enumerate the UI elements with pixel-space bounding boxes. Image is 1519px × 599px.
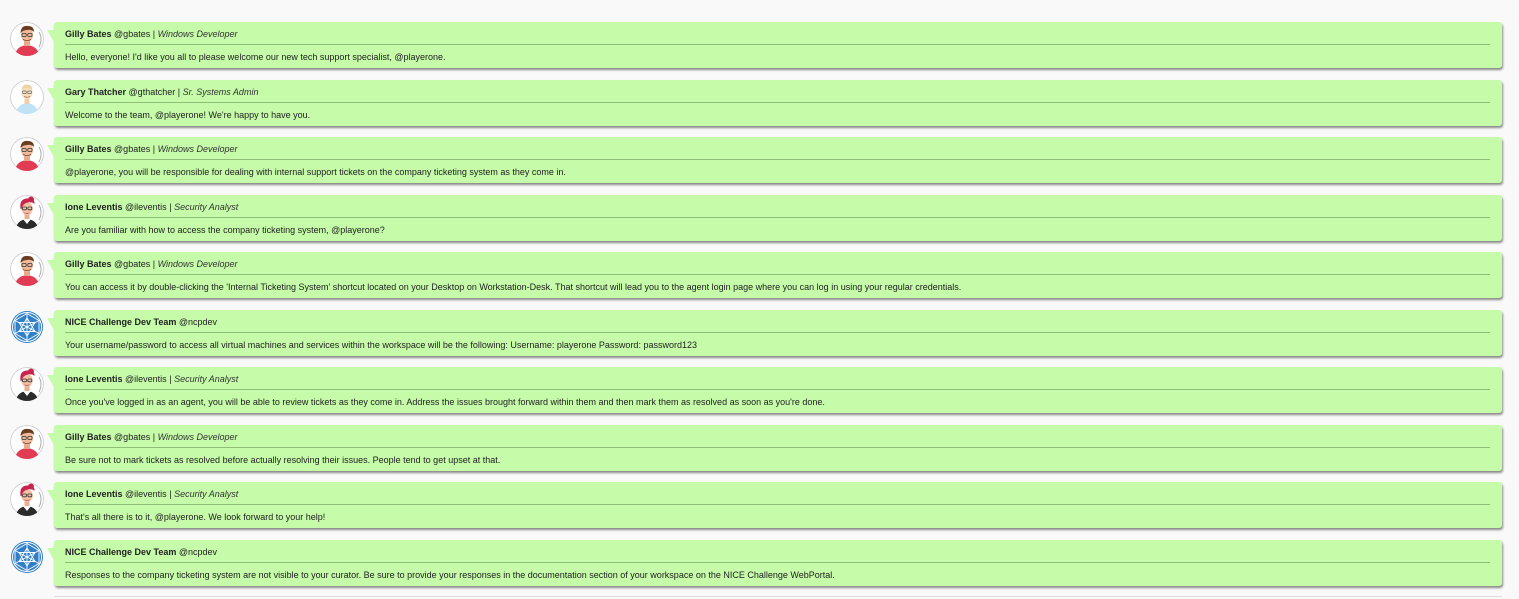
message-bubble: [54, 367, 1502, 413]
author-name[interactable]: Ione Leventis: [65, 374, 123, 384]
author-handle[interactable]: @ileventis: [125, 202, 167, 212]
message-text: You can access it by double-clicking the 'Internal Ticketing System' shortcut located on your Desktop on Workstation-Desk. That shortcut will lead you to the agent login page where you can log in using your regular credentials.: [65, 282, 962, 292]
author-role: Windows Developer: [157, 432, 238, 442]
header-separator: |: [169, 374, 172, 384]
message-bubble: [54, 22, 1502, 68]
ione-avatar-icon[interactable]: [10, 195, 44, 229]
message-divider: [65, 159, 1490, 160]
header-separator: |: [177, 87, 181, 97]
author-role: Windows Developer: [157, 259, 238, 269]
author-name[interactable]: Ione Leventis: [65, 202, 123, 212]
message-bubble: [54, 195, 1502, 241]
gilly-avatar-icon[interactable]: [10, 137, 44, 171]
author-name[interactable]: Gary Thatcher: [65, 87, 127, 97]
message-item: [0, 367, 1519, 417]
message-header: [65, 202, 238, 212]
message-header: [65, 432, 238, 442]
message-text: Responses to the company ticketing system are not visible to your curator. Be sure to provide your responses in the documentation section of your workspace on the NICE Challenge WebPortal.: [65, 570, 835, 580]
message-divider: [65, 504, 1490, 505]
message-text: Once you've logged in as an agent, you will be able to review tickets as they come in. Address the issues brought forward within them and then mark them as resolved as soon as you're done.: [65, 397, 825, 407]
author-role: Security Analyst: [174, 202, 239, 212]
message-item: [0, 310, 1519, 360]
header-separator: |: [152, 29, 156, 39]
message-text: Hello, everyone! I'd like you all to please welcome our new tech support specialist, @playerone.: [65, 52, 446, 62]
message-text: Be sure not to mark tickets as resolved before actually resolving their issues. People tend to get upset at that.: [65, 455, 501, 465]
message-item: [0, 482, 1519, 532]
author-handle[interactable]: @ncpdev: [178, 547, 218, 557]
message-divider: [65, 44, 1490, 45]
message-header: [65, 317, 217, 327]
header-separator: |: [152, 144, 156, 154]
author-role: Security Analyst: [174, 489, 239, 499]
message-bubble: [54, 310, 1502, 356]
message-divider: [65, 562, 1490, 563]
message-text: Are you familiar with how to access the company ticketing system, @playerone?: [65, 225, 385, 235]
message-header: [65, 374, 238, 384]
gilly-avatar-icon[interactable]: [10, 22, 44, 56]
author-handle[interactable]: @gthatcher: [128, 87, 176, 97]
gilly-avatar-icon[interactable]: [10, 252, 44, 286]
message-text: That's all there is to it, @playerone. We look forward to your help!: [65, 512, 326, 522]
message-bubble: [54, 137, 1502, 183]
author-name[interactable]: NICE Challenge Dev Team: [65, 547, 177, 557]
message-item: [0, 195, 1519, 245]
message-bubble: [54, 540, 1502, 586]
author-name[interactable]: Gilly Bates: [65, 432, 112, 442]
author-handle[interactable]: @gbates: [114, 29, 151, 39]
nice-logo-icon[interactable]: [10, 540, 44, 574]
header-separator: |: [152, 432, 156, 442]
header-separator: |: [152, 259, 156, 269]
message-divider: [65, 217, 1490, 218]
message-item: [0, 425, 1519, 475]
message-item: [0, 252, 1519, 302]
message-header: [65, 489, 238, 499]
ione-avatar-icon[interactable]: [10, 482, 44, 516]
nice-logo-icon[interactable]: [10, 310, 44, 344]
message-bubble: [54, 252, 1502, 298]
message-divider: [65, 102, 1490, 103]
message-divider: [65, 332, 1490, 333]
message-header: [65, 259, 238, 269]
gilly-avatar-icon[interactable]: [10, 425, 44, 459]
header-separator: |: [169, 489, 172, 499]
message-text: @playerone, you will be responsible for dealing with internal support tickets on the company ticketing system as they come in.: [65, 167, 566, 177]
author-role: Windows Developer: [157, 29, 238, 39]
message-text: Welcome to the team, @playerone! We're happy to have you.: [65, 110, 311, 120]
message-bubble: [54, 482, 1502, 528]
message-item: [0, 540, 1519, 590]
ione-avatar-icon[interactable]: [10, 367, 44, 401]
message-item: [0, 137, 1519, 187]
author-name[interactable]: Ione Leventis: [65, 489, 123, 499]
author-name[interactable]: Gilly Bates: [65, 29, 112, 39]
author-handle[interactable]: @ileventis: [125, 489, 167, 499]
author-role: Sr. Systems Admin: [182, 87, 259, 97]
gary-avatar-icon[interactable]: [10, 80, 44, 114]
message-header: [65, 87, 258, 97]
message-bubble: [54, 80, 1502, 126]
author-handle[interactable]: @ncpdev: [178, 317, 218, 327]
author-handle[interactable]: @gbates: [114, 259, 151, 269]
header-separator: |: [169, 202, 172, 212]
message-header: [65, 29, 238, 39]
author-role: Windows Developer: [157, 144, 238, 154]
message-item: [0, 80, 1519, 130]
author-handle[interactable]: @gbates: [114, 432, 151, 442]
author-name[interactable]: NICE Challenge Dev Team: [65, 317, 177, 327]
author-name[interactable]: Gilly Bates: [65, 144, 112, 154]
message-header: [65, 547, 217, 557]
message-header: [65, 144, 238, 154]
message-item: [0, 22, 1519, 72]
message-text: Your username/password to access all virtual machines and services within the workspace will be the following: Username: playerone Password: password123: [65, 340, 697, 350]
author-role: Security Analyst: [174, 374, 239, 384]
message-bubble: [54, 425, 1502, 471]
author-name[interactable]: Gilly Bates: [65, 259, 112, 269]
message-divider: [65, 447, 1490, 448]
feed-bottom-divider: [54, 596, 1502, 597]
author-handle[interactable]: @gbates: [114, 144, 151, 154]
message-divider: [65, 389, 1490, 390]
author-handle[interactable]: @ileventis: [125, 374, 167, 384]
message-divider: [65, 274, 1490, 275]
